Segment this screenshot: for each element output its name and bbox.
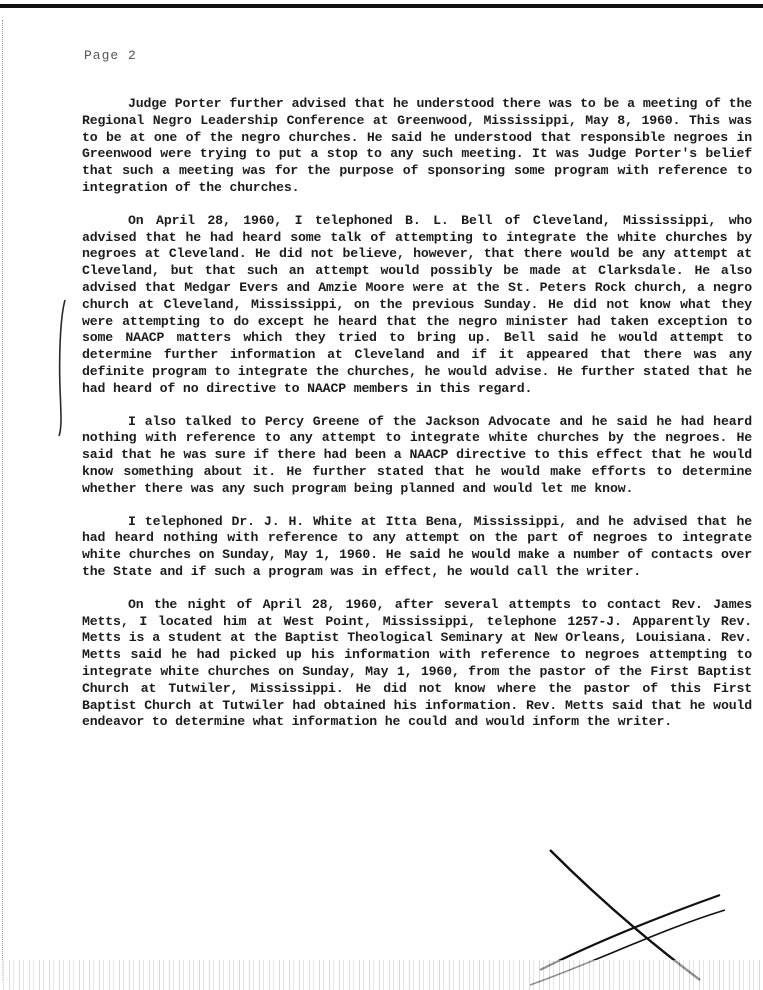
top-border-rule: [0, 4, 763, 8]
document-body: [82, 96, 752, 747]
paragraph-judge-porter: Judge Porter further advised that he understood there was to be a meeting of the Regional Negro Leadership Conference at Greenwood, Mississippi, May 8, 1960. This was to be at one of the negro churches. He said he understood that responsible negroes in Greenwood were trying to put a stop to any such meeting. It was Judge Porter's belief that such a meeting was for the purpose of sponsoring some program with reference to integration of the churches.: [82, 96, 752, 195]
paragraph-bell-cleveland: On April 28, 1960, I telephoned B. L. Bell of Cleveland, Mississippi, who advised that he had heard some talk of attempting to integrate the white churches by negroes at Cleveland. He did not believe, however, that there would be any attempt at Cleveland, but that such an attempt would possibly be made at Clarksdale. He also advised that Medgar Evers and Amzie Moore were at the St. Peters Rock church, a negro church at Cleveland, Mississippi, on the previous Sunday. He did not know what they were attempting to do except he heard that the negro minister had taken exception to some NAACP matters which they tried to bring up. Bell said he would attempt to determine further information at Cleveland and if it appeared that there was any definite program to integrate the churches, he would advise. He further stated that he had heard of no directive to NAACP members in this regard.: [82, 212, 752, 396]
paragraph-dr-white: I telephoned Dr. J. H. White at Itta Bena, Mississippi, and he advised that he had heard nothing with reference to any attempt on the part of negroes to integrate white churches on Sunday, May 1, 1960. He said he would make a number of contacts over the State and if such a program was in effect, he would call the writer.: [82, 513, 752, 579]
margin-bracket-mark: [56, 298, 68, 438]
scan-noise-strip: [0, 960, 763, 990]
paragraph-rev-metts: On the night of April 28, 1960, after several attempts to contact Rev. James Metts, I located him at West Point, Mississippi, telephone 1257-J. Apparently Rev. Metts is a student at the Baptist Theological Seminary at New Orleans, Louisiana. Rev. Metts said he had picked up his information with reference to negroes attempting to integrate white churches on Sunday, May 1, 1960, from the pastor of the First Baptist Church at Tutwiler, Mississippi. He did not know where the pastor of this First Baptist Church at Tutwiler had obtained his information. Rev. Metts said that he would endeavor to determine what information he could and would inform the writer.: [82, 596, 752, 730]
page-number-label: Page 2: [84, 48, 137, 63]
left-margin-dotted-line: [2, 20, 7, 980]
paragraph-percy-greene: I also talked to Percy Greene of the Jackson Advocate and he said he had heard nothing with reference to any attempt to integrate white churches by the negroes. He said that he was sure if there had been a NAACP directive to this effect that he would know something about it. He further stated that he would make efforts to determine whether there was any such program being planned and would let me know.: [82, 413, 752, 496]
